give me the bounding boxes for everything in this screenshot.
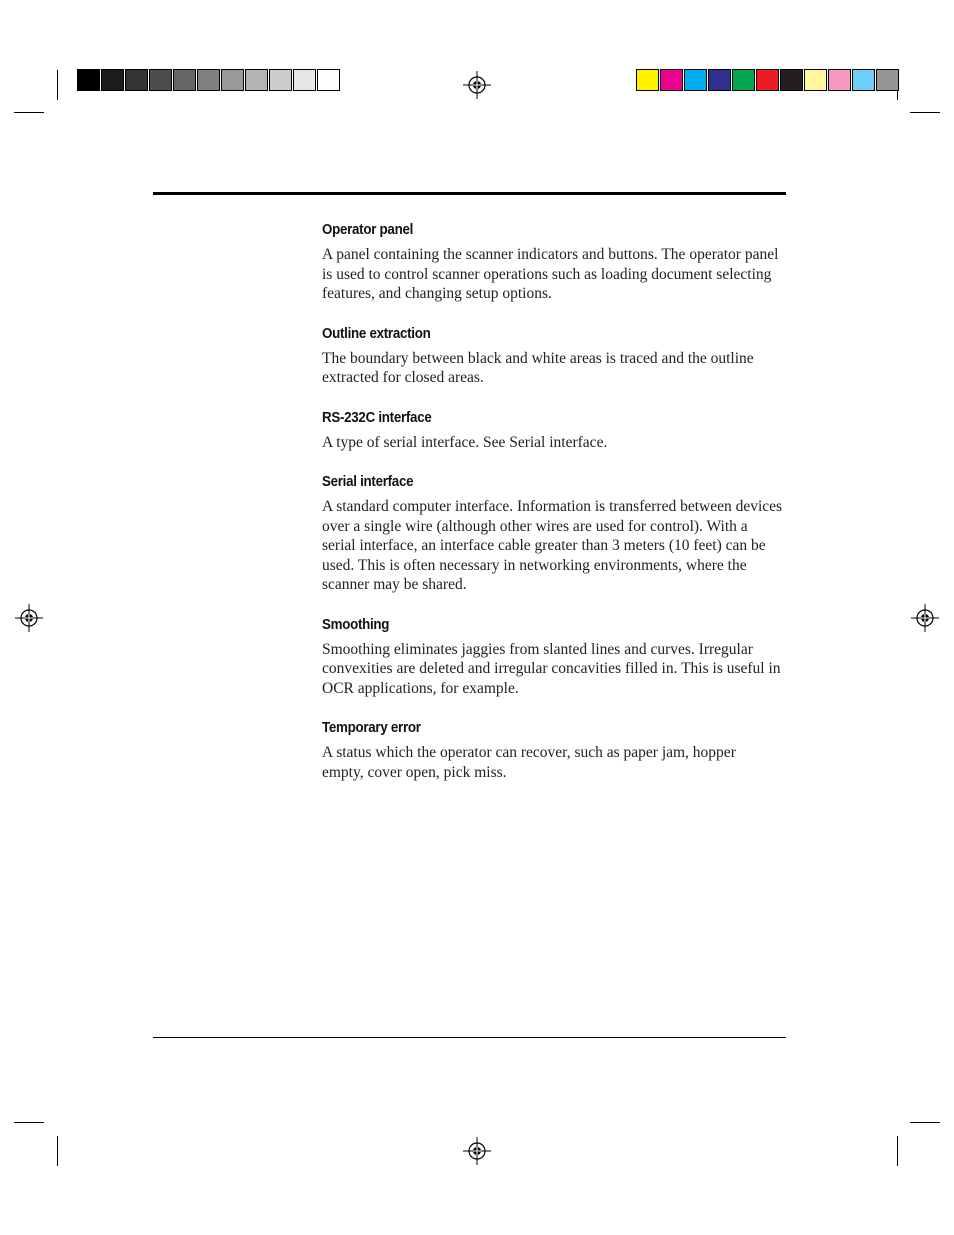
glossary-term: RS-232C interface (322, 409, 432, 426)
glossary-term: Smoothing (322, 616, 390, 633)
glossary-definition: Smoothing eliminates jaggies from slanted lines and curves. Irregular convexities are deleted and irregular concavities filled in. This is useful in OCR applications, for example. (322, 640, 781, 697)
color-swatch (101, 69, 124, 91)
registration-mark-left-icon (15, 604, 43, 632)
registration-mark-top-icon (463, 71, 491, 99)
color-swatch (708, 69, 731, 91)
registration-mark-bottom-icon (463, 1137, 491, 1165)
color-swatch (149, 69, 172, 91)
color-swatch (293, 69, 316, 91)
color-swatch (197, 69, 220, 91)
footer-rule (153, 1037, 786, 1038)
crop-mark-top-left-h (14, 112, 44, 113)
glossary-definition: A status which the operator can recover, such as paper jam, hopper empty, cover open, pick miss. (322, 744, 736, 781)
glossary-term: Operator panel (322, 222, 414, 238)
color-swatch (852, 69, 875, 91)
color-swatch (804, 69, 827, 91)
crop-mark-bottom-left-v (57, 1136, 58, 1166)
crop-mark-top-right-h (910, 112, 940, 113)
glossary-term: Temporary error (322, 720, 421, 736)
crop-mark-bottom-right-v (897, 1136, 898, 1166)
color-swatch (684, 69, 707, 91)
color-swatch (636, 69, 659, 91)
process-color-bar (636, 69, 900, 91)
glossary-entry-serial-interface (322, 472, 792, 595)
color-swatch (660, 69, 683, 91)
color-swatch (173, 69, 196, 91)
color-swatch (221, 69, 244, 91)
color-swatch (269, 69, 292, 91)
color-swatch (77, 69, 100, 91)
color-swatch (732, 69, 755, 91)
color-swatch (828, 69, 851, 91)
glossary-term: Outline extraction (322, 325, 431, 342)
glossary-definition: A standard computer interface. Information is transferred between devices over a single wire (although other wires are used for control). With a serial interface, an interface cable greater than 3 meters (10 feet) can be used. This is often necessary in networking environments, where the scanner may be shared. (322, 498, 783, 593)
glossary-definition: A panel containing the scanner indicators and buttons. The operator panel is used to control scanner operations such as loading document selecting features, and changing setup options. (322, 246, 779, 302)
color-swatch (317, 69, 340, 91)
crop-mark-bottom-right-h (910, 1122, 940, 1123)
color-swatch (780, 69, 803, 91)
registration-mark-right-icon (911, 604, 939, 632)
glossary-definition: A type of serial interface. See Serial interface. (322, 433, 608, 451)
glossary-entry-temporary-error (322, 718, 792, 782)
header-rule (153, 192, 786, 195)
color-swatch (125, 69, 148, 91)
glossary-entry-rs232c-interface (322, 408, 792, 453)
color-swatch (876, 69, 899, 91)
color-swatch (245, 69, 268, 91)
glossary-definition: The boundary between black and white areas is traced and the outline extracted for closed areas. (322, 349, 754, 386)
glossary-entry-smoothing (322, 615, 792, 699)
crop-mark-bottom-left-h (14, 1122, 44, 1123)
glossary-entry-outline-extraction (322, 324, 792, 388)
glossary-term: Serial interface (322, 474, 414, 490)
color-swatch (756, 69, 779, 91)
crop-mark-top-left-v (57, 70, 58, 100)
glossary-section (322, 220, 792, 802)
grayscale-color-bar (77, 69, 341, 91)
glossary-entry-operator-panel (322, 220, 792, 304)
